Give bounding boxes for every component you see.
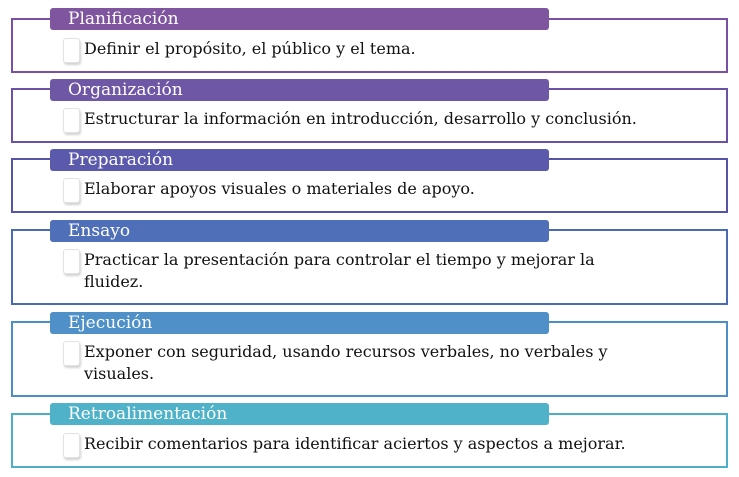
step-description: Elaborar apoyos visuales o materiales de apoyo. bbox=[84, 179, 475, 198]
bullet-icon bbox=[63, 249, 80, 274]
step-title: Ensayo bbox=[50, 220, 549, 242]
bullet-icon bbox=[63, 341, 80, 366]
step-description: Practicar la presentación para controlar el tiempo y mejorar la fluidez. bbox=[84, 250, 595, 291]
bullet-icon bbox=[63, 433, 80, 458]
step-description: Exponer con seguridad, usando recursos verbales, no verbales y visuales. bbox=[84, 342, 608, 383]
step-title: Retroalimentación bbox=[50, 403, 549, 425]
step-description: Estructurar la información en introducción, desarrollo y conclusión. bbox=[84, 109, 637, 128]
step-title: Planificación bbox=[50, 8, 549, 30]
step-description: Recibir comentarios para identificar aciertos y aspectos a mejorar. bbox=[84, 434, 626, 453]
step-description: Definir el propósito, el público y el tema. bbox=[84, 39, 416, 58]
bullet-icon bbox=[63, 38, 80, 63]
bullet-icon bbox=[63, 178, 80, 203]
step-title: Organización bbox=[50, 79, 549, 101]
step-title: Preparación bbox=[50, 149, 549, 171]
step-title: Ejecución bbox=[50, 312, 549, 334]
bullet-icon bbox=[63, 108, 80, 133]
